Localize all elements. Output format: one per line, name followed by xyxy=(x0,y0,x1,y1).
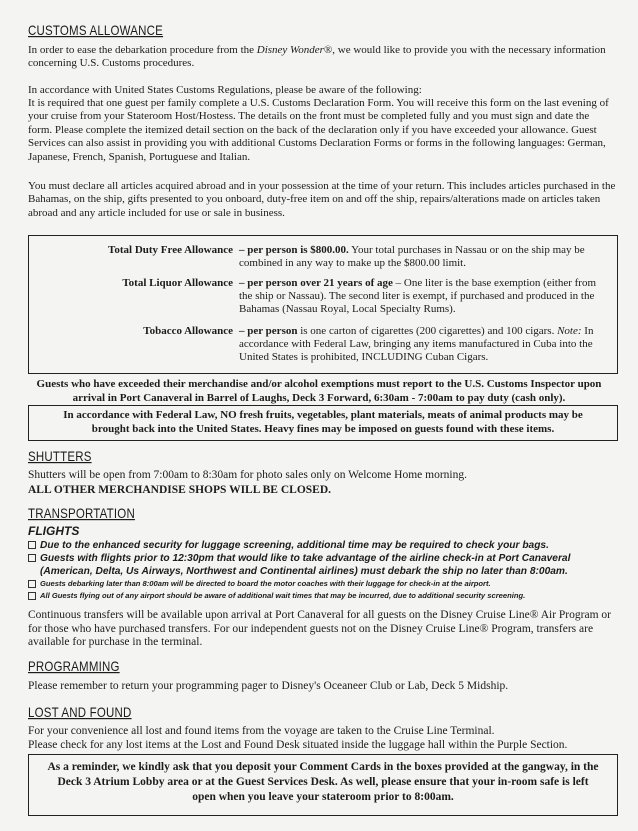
allowance-value: – per person is $800.00. Your total purchases in Nassau or on the ship may be combined in any way to make up the $800.00 limit. xyxy=(239,244,585,270)
checkbox-bullet-icon xyxy=(28,554,36,562)
shutters-closed-notice: ALL OTHER MERCHANDISE SHOPS WILL BE CLOSED. xyxy=(28,484,332,496)
ship-name: Disney Wonder xyxy=(256,44,324,56)
federal-notice: In accordance with Federal Law, NO fresh fruits, vegetables, plant materials, meats of animal products may be brought back into the United States. Heavy fines may be imposed on guests found with these items. xyxy=(63,409,583,435)
allowance-row-liquor xyxy=(29,277,617,321)
customs-para-regulations: In accordance with United States Customs Regulations, please be aware of the following: xyxy=(28,84,422,96)
flight-bullet: All Guests flying out of any airport should be aware of additional wait times that may be incurred, due to additional security screening. xyxy=(28,591,618,601)
shutters-heading: SHUTTERS xyxy=(28,450,92,465)
federal-notice-box xyxy=(28,405,618,441)
customs-intro: In order to ease the debarkation procedure from the Disney Wonder®, we would like to provide you with the necessary information concerning U.S. Customs procedures. xyxy=(28,44,606,70)
transportation-heading: TRANSPORTATION xyxy=(28,507,135,522)
lost-found-line-2: Please check for any lost items at the Lost and Found Desk situated inside the luggage hall within the Purple Section. xyxy=(28,739,568,751)
checkbox-bullet-icon xyxy=(28,592,36,600)
customs-heading: CUSTOMS ALLOWANCE xyxy=(28,24,164,39)
customs-para-declaration: It is required that one guest per family complete a U.S. Customs Declaration Form. You will receive this form on the last evening of your cruise from your Stateroom Host/Hostess. The details on the front must be completed fully and you must sign and date the form. Please complete the itemized detail section on the back of the declaration only if you have exceeded your allowance. Guest Services can also assist in providing you with additional Customs Declaration Forms or forms in the following languages: German, Japanese, French, Spanish, Portuguese and Italian. xyxy=(28,97,609,163)
allowance-row-tobacco xyxy=(29,325,617,369)
checkbox-bullet-icon xyxy=(28,580,36,588)
lost-found-heading: LOST AND FOUND xyxy=(28,706,132,721)
lost-found-line-1: For your convenience all lost and found items from the voyage are taken to the Cruise Line Terminal. xyxy=(28,725,495,737)
transfers-paragraph: Continuous transfers will be available upon arrival at Port Canaveral for all guests on the Disney Cruise Line® Air Program or for those who have purchased transfers. For our independent guests not on the Disney Cruise Line® Program, transfers are available for purchase in the terminal. xyxy=(28,609,611,649)
reminder-text: As a reminder, we kindly ask that you deposit your Comment Cards in the boxes provided at the gangway, in the Deck 3 Atrium Lobby area or at the Guest Services Desk. As well, please ensure that your in-room safe is left open when you leave your stateroom prior to 8:00am. xyxy=(47,761,599,803)
flights-subheading: FLIGHTS xyxy=(28,524,80,538)
customs-para-declare: You must declare all articles acquired abroad and in your possession at the time of your return. This includes articles purchased in the Bahamas, on the ship, gifts presented to you onboard, duty-free item on and off the ship, repairs/alterations made on articles taken abroad and any article included for use or sale in business. xyxy=(28,180,616,219)
checkbox-bullet-icon xyxy=(28,541,36,549)
reminder-box xyxy=(28,754,618,816)
exceeded-notice: Guests who have exceeded their merchandise and/or alcohol exemptions must report to the U.S. Customs Inspector upon arrival in Port Canaveral in Barrel of Laughs, Deck 3 Forward, 6:30am - 7:00am to pay duty (cash only). xyxy=(36,378,602,404)
flight-bullet: Due to the enhanced security for luggage screening, additional time may be required to check your bags. xyxy=(28,540,618,553)
allowance-label: Total Duty Free Allowance xyxy=(108,244,233,256)
flight-bullet: Guests debarking later than 8:00am will be directed to board the motor coaches with their luggage for check-in at the airport. xyxy=(28,579,618,589)
allowance-row-duty-free xyxy=(29,244,617,274)
allowance-label: Tobacco Allowance xyxy=(143,325,233,337)
allowance-value: – per person is one carton of cigarettes (200 cigarettes) and 100 cigars. Note: In accordance with Federal Law, bringing any items manufactured in Cuba into the United States is prohibited, INCLUDING Cuban Cigars. xyxy=(239,325,594,364)
programming-paragraph: Please remember to return your programming pager to Disney's Oceaneer Club or Lab, Deck 5 Midship. xyxy=(28,680,509,692)
allowance-box xyxy=(28,235,618,374)
allowance-label: Total Liquor Allowance xyxy=(122,277,233,289)
programming-heading: PROGRAMMING xyxy=(28,660,120,675)
allowance-value: – per person over 21 years of age – One liter is the base exemption (either from the ship or Nassau). The second liter is exempt, if purchased and produced in the Bahamas (Nassau Royal, Local Specialty Rums). xyxy=(239,277,597,316)
shutters-hours: Shutters will be open from 7:00am to 8:30am for photo sales only on Welcome Home morning. xyxy=(28,469,467,481)
flight-bullet: Guests with flights prior to 12:30pm that would like to take advantage of the airline check-in at Port Canaveral (American, Delta, Us Airways, Northwest and Continental airlines) must debark the ship no later than 8:00am. xyxy=(28,553,618,578)
